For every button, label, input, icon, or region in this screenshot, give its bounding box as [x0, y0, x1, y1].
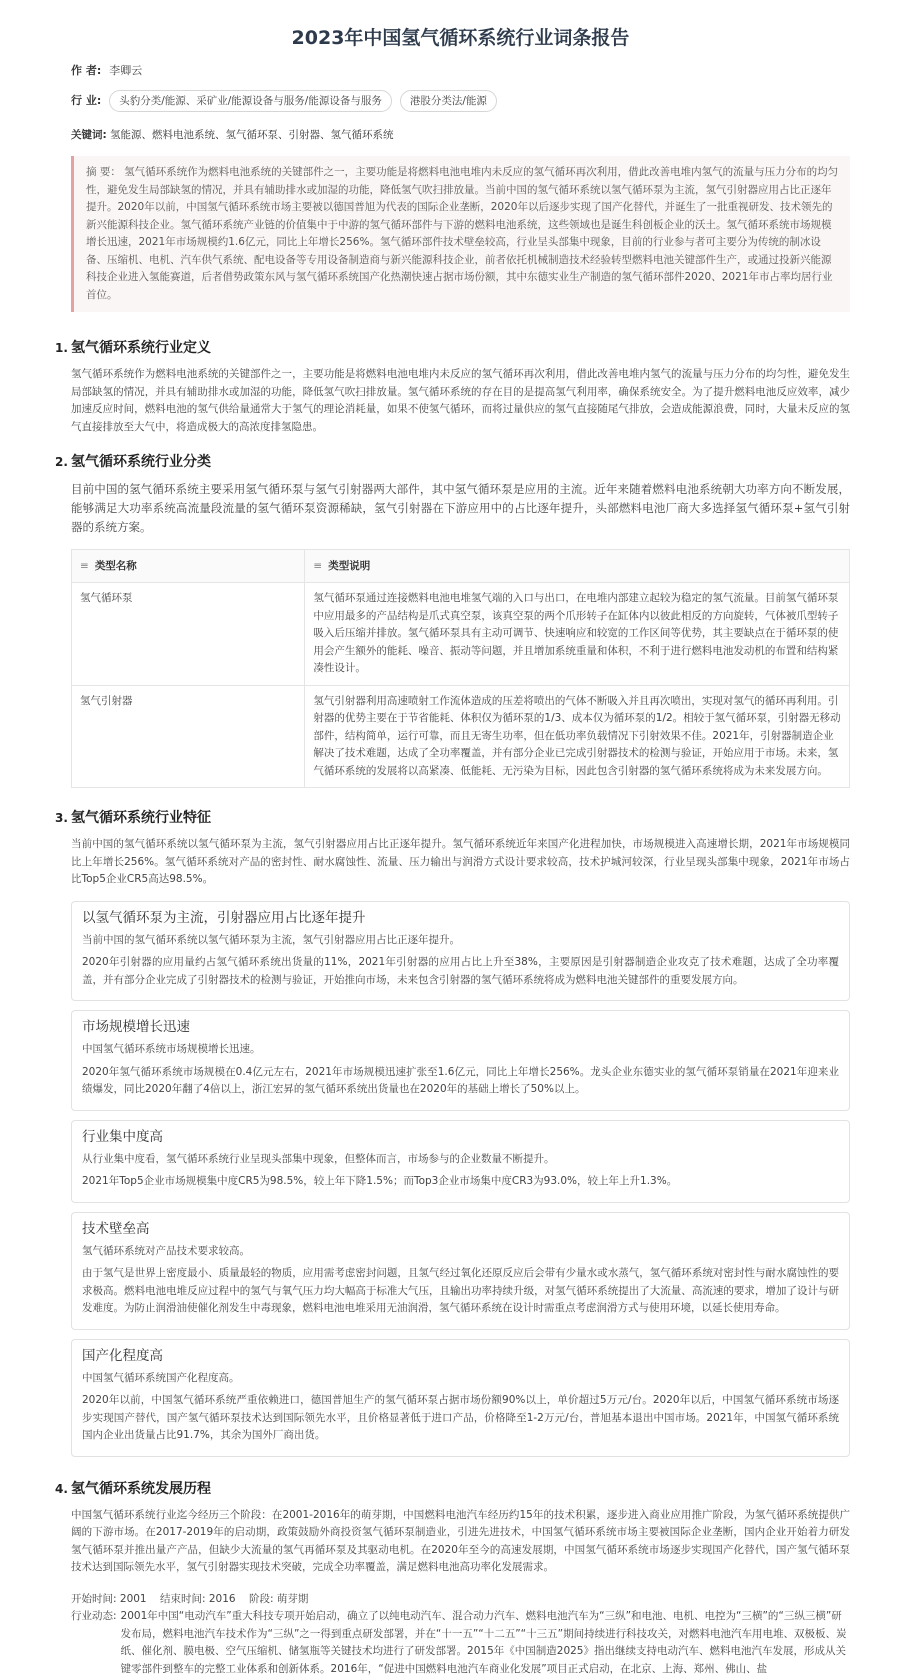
section-heading: 氢气循环系统行业分类 [71, 454, 211, 470]
section-paragraph: 当前中国的氢气循环系统以氢气循环泵为主流，氢气引射器应用占比正逐年提升。氢气循环系统近年来国产化进程加快，市场规模进入高速增长期，2021年市场规模同比上年增长256%。氢气循环系统对产品的密封性、耐水腐蚀性、流量、压力输出与润滑方式设计要求较高，技术护城河较深，行业呈现头部集中现象，2021年市场占比Top5企业CR5高达98.5%。 [71, 838, 850, 885]
dynamics-text: 2001年中国“电动汽车”重大科技专项开始启动，确立了以纯电动汽车、混合动力汽车、燃料电池汽车为“三纵”和电池、电机、电控为“三横”的“三纵三横”研发布局，燃料电池汽车技术作为“三纵”之一得到重点研发部署，并在“十一五”“十二五”“十三五”期间持续进行科技攻关，对燃料电池汽车用电堆、双极板、炭纸、催化剂、膜电极、空气压缩机、储氢瓶等关键技术均进行了研发部署。2015年《中国制造2025》指出继续支持电动汽车、燃料电池汽车发展，形成从关键零部件到整车的完整工业体系和创新体系。2016年，“促进中国燃料电池汽车商业化发展”项目正式启动，在北京、上海、郑州、佛山、盐 [120, 1610, 847, 1675]
stage-label: 阶段: [248, 1592, 274, 1605]
keywords-label: 关键词: [71, 129, 107, 141]
feature-summary: 中国氢气循环系统国产化程度高。 [82, 1371, 240, 1384]
list-icon: ≡ [313, 560, 323, 572]
feature-card [71, 901, 850, 1002]
feature-detail: 由于氢气是世界上密度最小、质量最轻的物质，应用需考虑密封问题，且氢气经过氧化还原反应后会带有少量水或水蒸气，氢气循环系统对密封性与耐水腐蚀性的要求极高。燃料电池电堆反应过程中的氢气与氧气压力均大幅高于标准大气压，且输出功率持续升级，对氢气循环系统提出了大流量、高流速的要求，增加了设计与研发难度。为防止润滑油使催化剂发生中毒现象，燃料电池电堆采用无油润滑，氢气循环系统在设计时需重点考虑润滑方式与使用环境，以延长使用寿命。 [82, 1267, 839, 1314]
list-icon: ≡ [80, 560, 89, 572]
section-title [55, 452, 850, 472]
classification-table [71, 549, 850, 788]
section-number: 3. [55, 811, 68, 825]
period-row [71, 1591, 850, 1609]
feature-card [71, 1120, 850, 1203]
industry-label: 行 业: [71, 94, 102, 107]
keywords-text: 氢能源、燃料电池系统、氢气循环泵、引射器、氢气循环系统 [110, 129, 394, 141]
end-value: 2016 [208, 1592, 236, 1605]
dynamics-label: 行业动态: [71, 1610, 117, 1622]
feature-summary: 中国氢气循环系统市场规模增长迅速。 [82, 1043, 261, 1055]
keywords-row [71, 126, 850, 144]
table-cell-type: 氢气循环泵 [72, 583, 305, 686]
section-title [55, 808, 850, 828]
report-title: 2023年中国氢气循环系统行业词条报告 [291, 27, 630, 49]
industry-tag[interactable]: 头豹分类/能源、采矿业/能源设备与服务/能源设备与服务 [109, 90, 392, 112]
section-paragraph: 中国氢气循环系统行业迄今经历三个阶段：在2001-2016年的萌芽期，中国燃料电池汽车经历约15年的技术积累，逐步进入商业应用推广阶段，为氢气循环系统提供广阔的下游市场。在2017-2019年的启动期，政策鼓励外商投资氢气循环泵制造业，引进先进技术，中国氢气循环系统市场主要被国际企业垄断，国内企业开始着力研发氢气循环泵并推出量产产品，但缺少大流量的氢气再循环泵及其驱动电机。在2020年至今的高速发展期，中国氢气循环系统市场逐步实现国产化替代，国产氢气循环泵技术达到国际领先水平，氢气引射器实现技术突破，完成全功率覆盖，满足燃料电池高功率化发展需求。 [71, 1508, 850, 1573]
start-value: 2001 [119, 1592, 147, 1605]
abstract-box: 摘 要： 氢气循环系统作为燃料电池系统的关键部件之一，主要功能是将燃料电池电堆内未反应的氢气循环再次利用，借此改善电堆内氢气的流量与压力分布的均匀性，避免发生局部缺氢的情况，并具有辅助排水或加湿的功能，降低氢气吹扫排放量。当前中国的氢气循环系统以氢气循环泵为主流，氢气引射器应用占比正逐年提升。2020年以前，中国氢气循环系统市场主要被以德国普旭为代表的国际企业垄断，2020年以后逐步实现了国产化替代，并诞生了一批重视研发、技术领先的新兴能源科技企业。氢气循环系统产业链的价值集中于中游的氢气循环部件与下游的燃料电池系统，这些领域也是诞生科创板企业的沃土。氢气循环系统市场规模增长迅速，2021年市场规模约1.6亿元，同比上年增长256%。氢气循环部件技术壁垒较高，行业呈头部集中现象，目前的行业参与者可主要分为传统的制冰设备、压缩机、电机、汽车供气系统、配电设备等专用设备制造商与新兴能源科技企业，前者依托机械制造技术经验转型燃料电池关键部件生产，或通过投新兴能源科技企业进入氢能赛道，后者借势政策东风与氢气循环系统国产化热潮快速占据市场份额，其中东德实业生产制造的氢气循环部件2020、2021年市占率均居行业首位。 [71, 156, 850, 312]
section-number: 1. [55, 341, 68, 355]
feature-summary: 从行业集中度看，氢气循环系统行业呈现头部集中现象，但整体而言，市场参与的企业数量不断提升。 [82, 1152, 555, 1165]
section-number: 4. [55, 1481, 68, 1496]
table-cell-desc: 氢气引射器利用高速喷射工作流体造成的压差将喷出的气体不断吸入并且再次喷出，实现对氢气的循环再利用。引射器的优势主要在于节省能耗、体积仅为循环泵的1/3、成本仅为循环泵的1/2。相较于氢气循环泵，引射器无移动部件，结构简单，运行可靠，而且无寄生功率，但在低功率负载情况下引射效果不佳。2021年，引射器制造企业解决了技术难题，达成了全功率覆盖，并有部分企业已完成引射器技术的检测与验证，开始应用于市场。未来，氢气循环系统的发展将以高紧凑、低能耗、无污染为目标，因此包含引射器的氢气循环系统将成为未来发展方向。 [305, 685, 850, 788]
table-row [72, 583, 850, 686]
feature-summary: 当前中国的氢气循环系统以氢气循环泵为主流，氢气引射器应用占比正逐年提升。 [82, 933, 460, 946]
section-number: 2. [55, 455, 68, 469]
author-label: 作 者: [71, 64, 102, 77]
table-cell-type: 氢气引射器 [72, 685, 305, 788]
table-cell-desc: 氢气循环泵通过连接燃料电池电堆氢气端的入口与出口，在电堆内部建立起较为稳定的氢气流量。目前氢气循环泵中应用最多的产品结构是爪式真空泵，该真空泵的两个爪形转子在缸体内以彼此相反的方向旋转，气体被爪型转子吸入后压缩并排放。氢气循环泵具有主动可调节、快速响应和较宽的工作区间等优势，其主要缺点在于循环泵的使用会产生额外的能耗、噪音、振动等问题，并且增加系统重量和体积，不利于进行燃料电池发动机的布置和结构紧凑性设计。 [305, 583, 850, 686]
feature-detail: 2020年以前，中国氢气循环系统严重依赖进口，德国普旭生产的氢气循环泵占据市场份额90%以上，单价超过5万元/台。2020年以后，中国氢气循环系统市场逐步实现国产替代，国产氢气循环泵技术达到国际领先水平，且价格显著低于进口产品，价格降至1-2万元/台，普旭基本退出中国市场。2021年，中国氢气循环系统国内企业出货量占比91.7%，其余为国外厂商出货。 [82, 1394, 839, 1441]
table-header: ≡ 类型名称 [72, 550, 305, 583]
section-title [55, 338, 850, 358]
section-heading: 氢气循环系统发展历程 [71, 1480, 211, 1497]
feature-card [71, 1339, 850, 1457]
feature-title: 市场规模增长迅速 [82, 1019, 190, 1035]
feature-card [71, 1212, 850, 1330]
stage-value: 萌芽期 [276, 1592, 309, 1605]
start-label: 开始时间: [71, 1592, 117, 1605]
section-paragraph: 目前中国的氢气循环系统主要采用氢气循环泵与氢气引射器两大部件，其中氢气循环泵是应用的主流。近年来随着燃料电池系统朝大功率方向不断发展，能够满足大功率系统高流量段流量的氢气循环泵资源稀缺，氢气引射器在下游应用中的占比逐年提升，头部燃料电池厂商大多选择氢气循环泵+氢气引射器的系统方案。 [71, 482, 850, 534]
industry-tag[interactable]: 港股分类法/能源 [400, 90, 497, 112]
feature-detail: 2021年Top5企业市场规模集中度CR5为98.5%，较上年下降1.5%；而Top3企业市场集中度CR3为93.0%，较上年上升1.3%。 [82, 1175, 678, 1187]
table-row [72, 685, 850, 788]
author-name: 李卿云 [109, 64, 143, 77]
feature-detail: 2020年氢气循环系统市场规模在0.4亿元左右，2021年市场规模迅速扩张至1.6亿元，同比上年增长256%。龙头企业东德实业的氢气循环泵销量在2021年迎来业绩爆发，同比2020年翻了4倍以上，浙江宏昇的氢气循环系统出货量也在2020年的基础上增长了50%以上。 [82, 1065, 839, 1095]
dynamics-row [71, 1608, 850, 1678]
section-paragraph: 氢气循环系统作为燃料电池系统的关键部件之一，主要功能是将燃料电池电堆内未反应的氢气循环再次利用，借此改善电堆内氢气的流量与压力分布的均匀性，避免发生局部缺氢的情况，并具有辅助排水或加湿的功能，降低氢气吹扫排放量。氢气循环系统的存在目的是提高氢气利用率，确保系统安全。为了提升燃料电池反应效率，减少加速反应时间，燃料电池的氢气供给量通常大于氢气的理论消耗量，如果不使氢气循环，而将过量供应的氢气直接随尾气排放，会造成能源浪费，同时，大量未反应的氢气直接排放至大气中，将造成极大的高浓度排氢隐患。 [71, 368, 850, 433]
feature-title: 行业集中度高 [82, 1128, 163, 1145]
author-row [71, 62, 850, 80]
end-label: 结束时间: [159, 1592, 206, 1605]
industry-row [71, 90, 850, 112]
feature-detail: 2020年引射器的应用量约占氢气循环系统出货量的11%，2021年引射器的应用占比上升至38%，主要原因是引射器制造企业攻克了技术难题，达成了全功率覆盖，并有部分企业完成了引射器技术的检测与验证，开始推向市场，未来包含引射器的氢气循环系统将成为燃料电池关键部件的重要发展方向。 [82, 956, 839, 986]
section-heading: 氢气循环系统行业定义 [71, 340, 211, 356]
feature-title: 技术壁垒高 [82, 1220, 150, 1237]
feature-title: 以氢气循环泵为主流，引射器应用占比逐年提升 [82, 909, 366, 926]
feature-summary: 氢气循环系统对产品技术要求较高。 [82, 1244, 250, 1257]
feature-title: 国产化程度高 [82, 1347, 163, 1364]
section-title [55, 1479, 850, 1499]
section-heading: 氢气循环系统行业特征 [71, 810, 211, 826]
table-header: ≡ 类型说明 [305, 550, 850, 583]
feature-card [71, 1010, 850, 1111]
